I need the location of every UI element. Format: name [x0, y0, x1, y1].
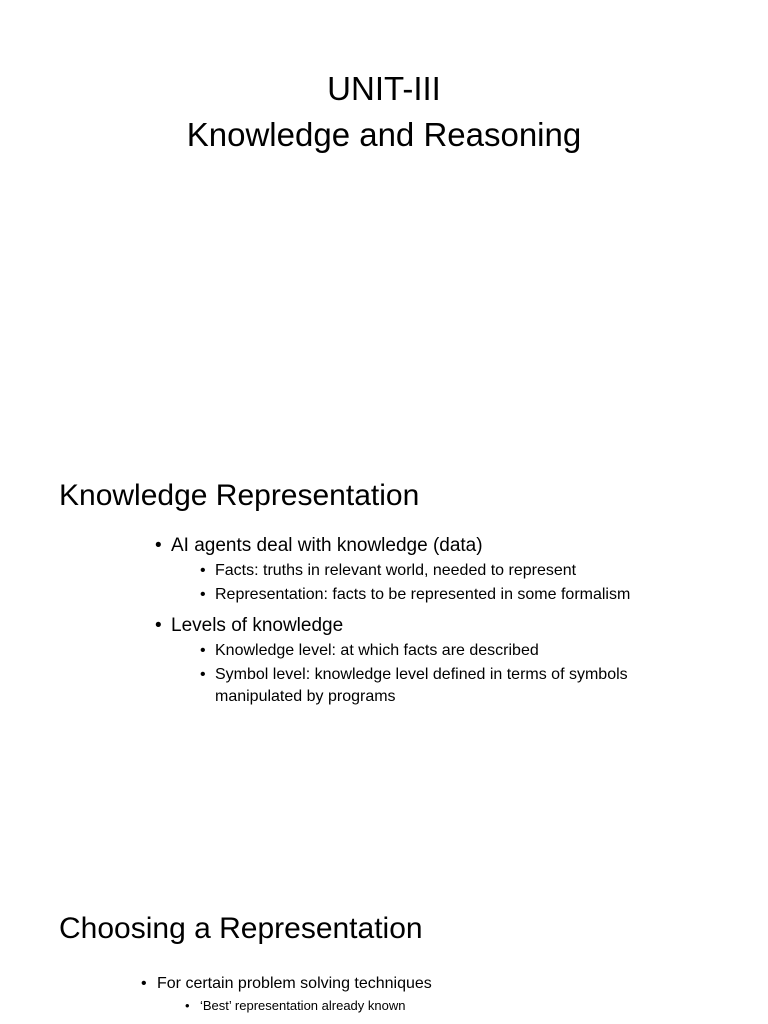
sub-bullet-item: • Symbol level: knowledge level defined in terms of symbols manipulated by programs [200, 664, 715, 708]
sub-bullet-list [200, 640, 715, 708]
bullet-item [141, 972, 721, 1016]
unit-subtitle: Knowledge and Reasoning [186, 116, 582, 153]
sub-bullet-list [200, 560, 715, 606]
bullet-item [155, 612, 715, 708]
sub-bullet-item: • Knowledge level: at which facts are described [200, 640, 715, 662]
bullet-text: Levels of knowledge [171, 615, 344, 636]
slide-knowledge-representation [0, 432, 768, 864]
bullet-item [155, 532, 715, 606]
unit-heading: UNIT-III [327, 70, 441, 107]
bullet-list [155, 532, 715, 710]
sub-bullet-item: • Facts: truths in relevant world, needed to represent [200, 560, 715, 582]
bullet-text: AI agents deal with knowledge (data) [171, 535, 483, 556]
slide-choosing-representation [0, 864, 768, 1024]
slide-title: Knowledge Representation [59, 479, 420, 512]
slide-title: Choosing a Representation [59, 912, 423, 945]
sub-bullet-item: • Representation: facts to be represented in some formalism [200, 584, 715, 606]
bullet-list [141, 972, 721, 1016]
sub-bullet-item: • ‘Best’ representation already known [185, 996, 721, 1016]
bullet-text: For certain problem solving techniques [157, 975, 432, 992]
slide-unit-title [0, 0, 768, 432]
sub-bullet-list [185, 996, 721, 1016]
